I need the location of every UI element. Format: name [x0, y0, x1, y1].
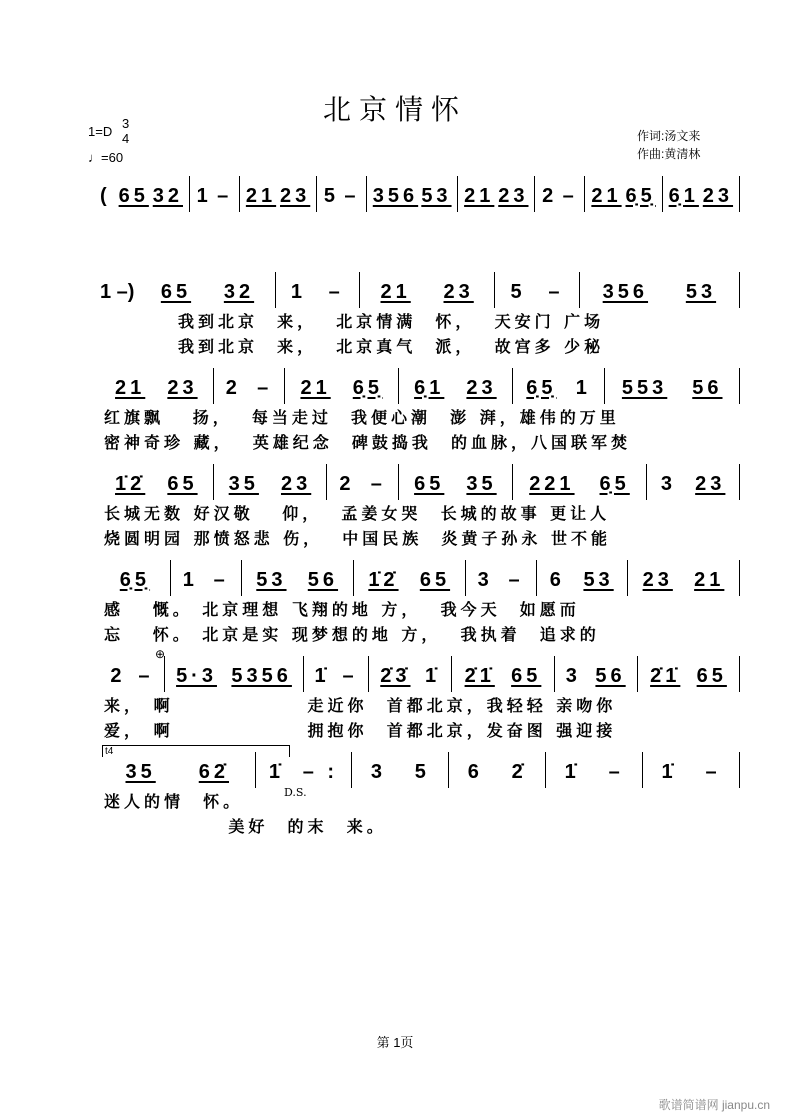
note-group: 23: [498, 185, 529, 207]
note-group: 32: [152, 185, 183, 207]
note-group: –: [548, 281, 564, 303]
lyric-line: 密神奇珍 藏， 英雄纪念 碑鼓捣我 的血脉，八国联军焚: [104, 433, 631, 452]
page-number: 第 1页: [376, 1035, 414, 1050]
lyric-line: 我到北京 来， 北京情满 怀， 天安门 广场: [178, 312, 605, 331]
note-group: 356: [602, 281, 649, 303]
measure: [354, 560, 466, 596]
note-group: 23: [167, 377, 198, 399]
lyric-line: 感 慨。 北京理想 飞翔的地 方， 我今天 如愿而: [104, 600, 580, 619]
note-group: 6̣5̣: [352, 377, 384, 399]
note-group: 1̇: [268, 761, 284, 783]
measure: [605, 368, 740, 404]
note-group: 553: [621, 377, 668, 399]
measure: [638, 656, 740, 692]
measure: [100, 464, 214, 500]
note-group: –: [328, 281, 344, 303]
measure: [304, 656, 369, 692]
note-group: 23: [642, 569, 673, 591]
note-group: 21: [300, 377, 331, 399]
note-group: 23: [280, 473, 312, 495]
score-system: [100, 464, 740, 500]
measure: [327, 464, 399, 500]
time-signature: [122, 116, 129, 146]
measure: [242, 560, 354, 596]
time-bottom: 4: [122, 131, 130, 146]
volta-bracket: t4: [102, 745, 290, 757]
measure: [256, 752, 353, 788]
note-group: 56: [307, 569, 339, 591]
score-system: [100, 272, 740, 308]
note-group: 65: [696, 665, 727, 687]
note-group: 1̇2̇: [115, 473, 146, 495]
note-group: –: [705, 761, 721, 783]
note-group: 2: [339, 473, 355, 495]
measure: [647, 464, 740, 500]
note-group: 23: [702, 185, 734, 207]
note-group: 65: [419, 569, 451, 591]
note-group: 65: [414, 473, 445, 495]
lyric-line: 红旗飘 扬， 每当走过 我便心潮 澎 湃，雄伟的万里: [104, 408, 620, 427]
note-group: 6̣1: [414, 377, 445, 399]
note-group: 6̣1: [668, 185, 699, 207]
note-group: – :: [302, 761, 339, 783]
measure: [452, 656, 554, 692]
measure: [663, 176, 740, 212]
note-group: 23: [443, 281, 474, 303]
measure: [276, 272, 361, 308]
note-group: 65: [167, 473, 198, 495]
note-group: 53: [583, 569, 614, 591]
note-group: 6: [467, 761, 483, 783]
measure: [100, 560, 171, 596]
note-group: 3: [477, 569, 493, 591]
tempo-marking: ♩=60: [88, 150, 124, 165]
measure: [495, 272, 580, 308]
measure: [628, 560, 740, 596]
note-group: 56: [595, 665, 626, 687]
note-group: 1̇: [564, 761, 580, 783]
note-group: 53: [685, 281, 717, 303]
note-group: –: [257, 377, 273, 399]
lyric-line: 长城无数 好汉敬 仰， 孟姜女哭 长城的故事 更让人: [104, 504, 611, 523]
note-group: 21: [464, 185, 495, 207]
note-group: 1: [196, 185, 212, 207]
system-prefix: 1 –): [100, 281, 135, 303]
system-prefix: (: [100, 185, 107, 207]
measure: [537, 560, 628, 596]
note-group: 53: [421, 185, 452, 207]
note-group: –: [217, 185, 233, 207]
note-group: 35: [228, 473, 259, 495]
measure: [399, 368, 513, 404]
lyric-line: 忘 怀。 北京是实 现梦想的地 方， 我执着 追求的: [104, 625, 600, 644]
lyric-line: 我到北京 来， 北京真气 派， 故宫多 少秘: [178, 337, 605, 356]
song-title: 北京情怀: [322, 93, 467, 126]
measure: [399, 464, 513, 500]
note-group: 56: [692, 377, 723, 399]
measure: [352, 752, 449, 788]
note-group: 35: [125, 761, 156, 783]
measure: [214, 368, 286, 404]
measure: [458, 176, 535, 212]
measure: [580, 272, 740, 308]
note-group: 6̣5̣: [526, 377, 557, 399]
note-group: 2̇1̇: [650, 665, 681, 687]
note-group: 23: [280, 185, 311, 207]
note-group: 21: [115, 377, 146, 399]
score-system: [100, 368, 740, 404]
measure: [165, 656, 304, 692]
note-group: 62̇: [198, 761, 229, 783]
measure: [585, 176, 662, 212]
measure: [317, 176, 367, 212]
measure: [240, 176, 317, 212]
note-group: 5·3: [176, 665, 217, 687]
score-system: [100, 656, 740, 692]
composer: 作曲:黄清林: [637, 147, 701, 161]
measure: [140, 272, 275, 308]
score-system: [100, 176, 740, 212]
lyric-line: 迷人的情 怀。: [104, 792, 244, 811]
time-top: 3: [122, 116, 130, 131]
measure: [546, 752, 643, 788]
note-group: 6: [549, 569, 565, 591]
note-group: 221: [529, 473, 575, 495]
measure: [555, 656, 638, 692]
note-group: 65: [511, 665, 542, 687]
measure: [100, 752, 256, 788]
measure: [449, 752, 546, 788]
measure: [285, 368, 399, 404]
note-group: 5: [510, 281, 526, 303]
note-group: 356: [372, 185, 419, 207]
note-group: 23: [466, 377, 497, 399]
note-group: 21: [245, 185, 277, 207]
measure: [190, 176, 240, 212]
note-group: –: [370, 473, 386, 495]
note-group: –: [508, 569, 524, 591]
note-group: 1: [575, 377, 591, 399]
note-group: 2: [110, 665, 126, 687]
note-group: 6̣5: [599, 473, 630, 495]
note-group: 2̇3̇: [380, 665, 411, 687]
measure: [369, 656, 452, 692]
note-group: 3: [660, 473, 676, 495]
measure: [113, 176, 190, 212]
watermark: 歌谱简谱网 jianpu.cn: [658, 1098, 770, 1112]
measure: [643, 752, 740, 788]
lyric-line: 爱， 啊 拥抱你 首都北京，发奋图 强迎接: [104, 721, 617, 740]
note-group: 21: [380, 281, 411, 303]
note-group: 1: [290, 281, 306, 303]
score-system: [100, 752, 740, 788]
measure: [360, 272, 495, 308]
note-group: 32: [223, 281, 255, 303]
note-group: 3: [565, 665, 581, 687]
note-group: 2: [542, 185, 558, 207]
note-group: 6̣5̣: [119, 569, 151, 591]
note-group: 1̇: [661, 761, 677, 783]
measure: [100, 656, 165, 692]
lyric-line: 来， 啊 走近你 首都北京，我轻轻 亲吻你: [104, 696, 617, 715]
note-group: 65: [160, 281, 192, 303]
measure: [214, 464, 328, 500]
note-group: 5: [323, 185, 340, 207]
note-group: –: [342, 665, 358, 687]
note-group: 23: [695, 473, 726, 495]
measure: [513, 368, 606, 404]
note-group: 6̣5̣: [625, 185, 656, 207]
measure: [535, 176, 585, 212]
lyric-line: 烧圆明园 那愤怒悲 伤， 中国民族 炎黄子孙永 世不能: [104, 529, 611, 548]
note-group: 2̇1̇: [464, 665, 495, 687]
lyric-line: 美好 的末 来。: [104, 817, 387, 836]
note-group: 1̇: [314, 665, 330, 687]
note-group: 1̇: [425, 665, 441, 687]
note-group: –: [562, 185, 578, 207]
note-group: 2̇: [511, 761, 527, 783]
measure: [466, 560, 537, 596]
note-group: 3: [370, 761, 386, 783]
note-group: 21: [694, 569, 725, 591]
measure: [513, 464, 648, 500]
note-group: 1̇2̇: [368, 569, 399, 591]
score-system: [100, 560, 740, 596]
note-group: 2: [225, 377, 241, 399]
segno-icon: ⊕: [155, 647, 166, 661]
note-group: 1: [182, 569, 198, 591]
note-group: 5: [414, 761, 430, 783]
lyricist: 作词:汤文来: [637, 129, 701, 143]
key-signature: 1=D: [88, 124, 113, 139]
measure: [367, 176, 458, 212]
note-group: 5356: [231, 665, 292, 687]
note-group: –: [344, 185, 360, 207]
dal-segno: D.S.: [284, 786, 307, 799]
note-group: 53: [256, 569, 287, 591]
note-group: 21: [591, 185, 622, 207]
note-group: –: [138, 665, 154, 687]
note-group: –: [608, 761, 624, 783]
measure: [100, 368, 214, 404]
measure: [171, 560, 242, 596]
note-group: –: [213, 569, 229, 591]
note-group: 65: [118, 185, 149, 207]
note-group: 35: [466, 473, 497, 495]
